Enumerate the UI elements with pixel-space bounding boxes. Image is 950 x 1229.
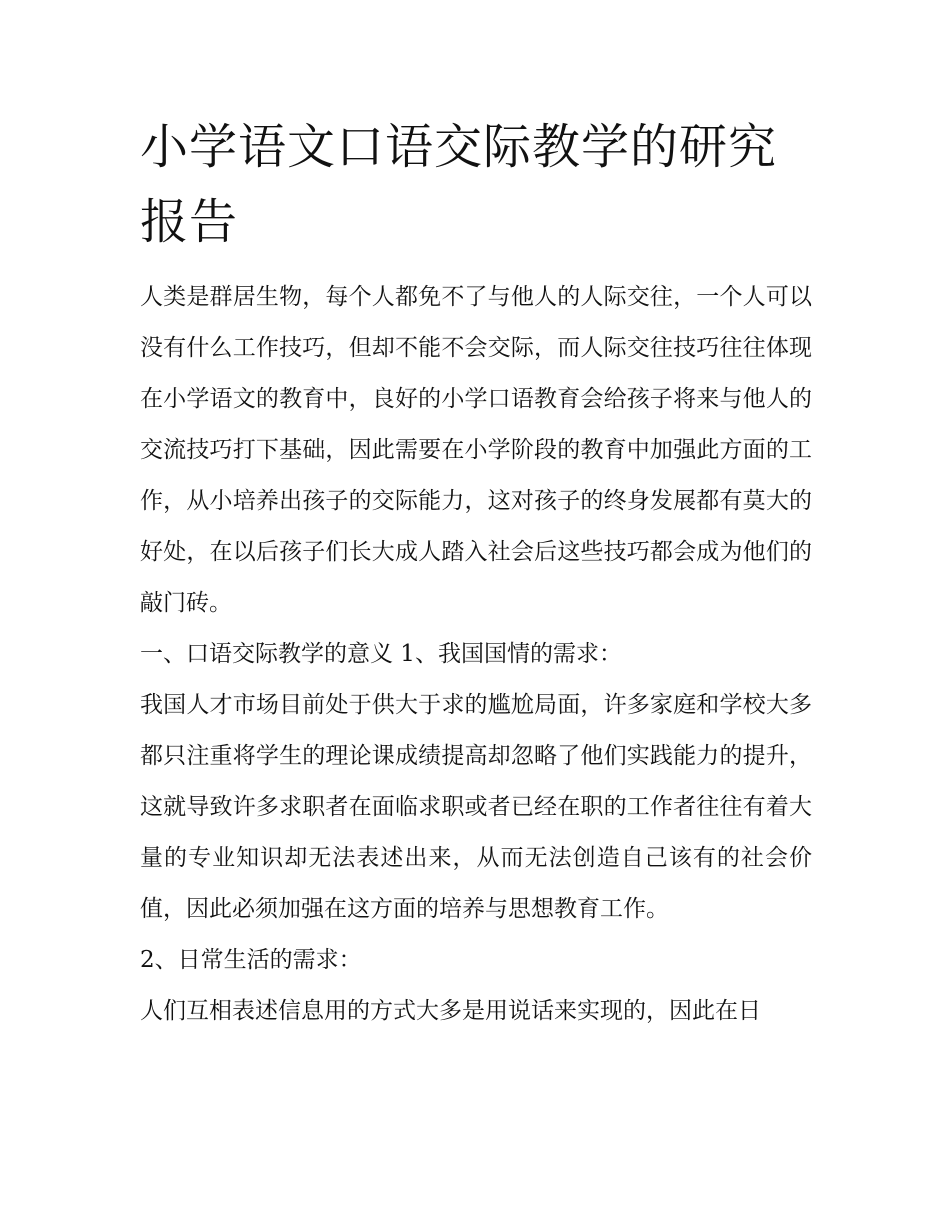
paragraph-daily-life: 人们互相表述信息用的方式大多是用说话来实现的，因此在日 <box>140 998 761 1024</box>
section-heading-daily-life: 2、日常生活的需求： <box>140 947 362 973</box>
paragraph-national-conditions: 我国人才市场目前处于供大于求的尴尬局面，许多家庭和学校大多都只注重将学生的理论课成绩提高却忽略了他们实践能力的提升，这就导致许多求职者在面临求职或者已经在职的工作者往往有着大量的专业知识却无法表述出来，从而无法创造自己该有的社会价值，因此必须加强在这方面的培养与思想教育工作。 <box>140 692 812 922</box>
document-title: 小学语文口语交际教学的研究报告 <box>140 119 778 250</box>
section-heading-significance: 一、口语交际教学的意义 1、我国国情的需求： <box>140 641 622 667</box>
paragraph-intro: 人类是群居生物，每个人都免不了与他人的人际交往，一个人可以没有什么工作技巧，但却不能不会交际，而人际交往技巧往往体现在小学语文的教育中，良好的小学口语教育会给孩子将来与他人的交流技巧打下基础，因此需要在小学阶段的教育中加强此方面的工作，从小培养出孩子的交际能力，这对孩子的终身发展都有莫大的好处，在以后孩子们长大成人踏入社会后这些技巧都会成为他们的敲门砖。 <box>140 284 812 616</box>
document-body <box>140 110 812 1037</box>
